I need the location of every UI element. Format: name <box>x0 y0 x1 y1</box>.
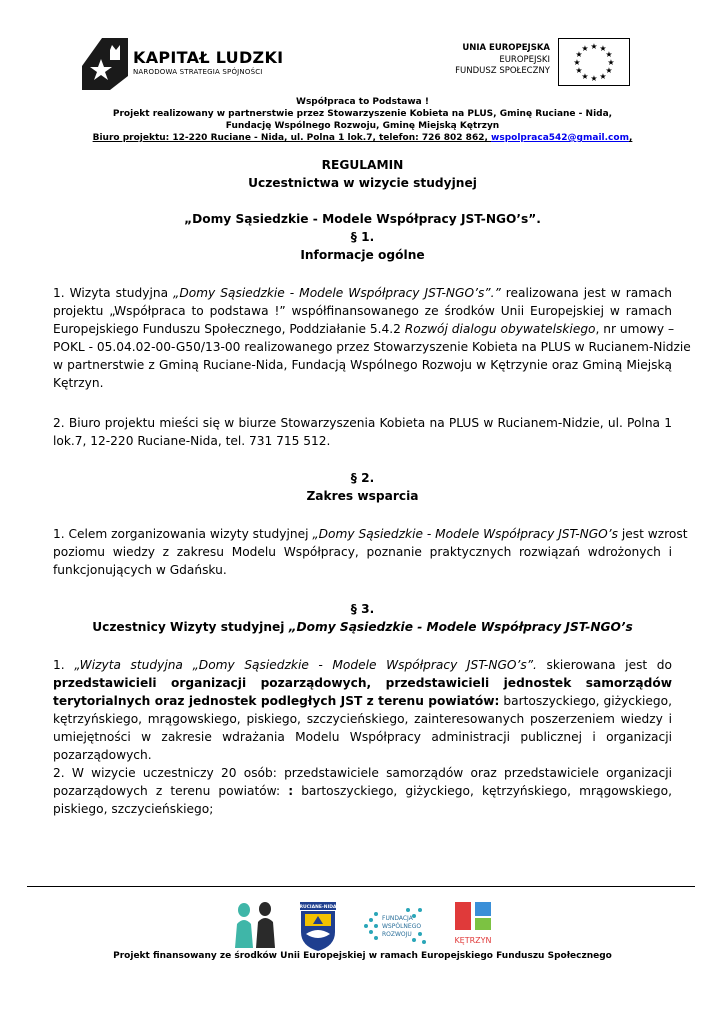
svg-text:★: ★ <box>581 44 589 53</box>
section-2-title: Zakres wsparcia <box>306 489 419 503</box>
women-silhouette-icon <box>229 902 283 948</box>
section-1-title: Informacje ogólne <box>300 248 425 262</box>
section-1-number: § 1. <box>350 230 375 244</box>
svg-text:★: ★ <box>575 66 583 75</box>
svg-text:★: ★ <box>599 44 607 53</box>
text-line: piskiego, szczycieńskiego; <box>53 802 214 816</box>
text-line: 2. Biuro projektu mieści się w biurze Stowarzyszenia Kobieta na PLUS w Rucianem-Nidzie, ul. Polna 1 <box>53 416 672 430</box>
doc-subtitle: Uczestnictwa w wizycie studyjnej <box>248 176 477 190</box>
text-line: Kętrzyn. <box>53 376 104 390</box>
text-line: POKL - 05.04.02-00-G50/13-00 realizowanego przez Stowarzyszenie Kobieta na PLUS w Rucianem-Nidzie <box>53 340 691 354</box>
text-line: w partnerstwie z Gminą Ruciane-Nida, Fundacją Wspólnego Rozwoju w Kętrzynie oraz Gminą Miejską <box>53 358 672 372</box>
text-line: umiejętności w zakresie wdrażania Modelu Współpracy administracji publicznej i organizacji <box>53 730 672 744</box>
text-line: 1. Celem zorganizowania wizyty studyjnej „Domy Sąsiedzkie - Modele Współpracy JST-NGO’s jest wzrost <box>53 527 688 541</box>
office-comma: , <box>628 133 633 143</box>
fundacja-wspolnego-rozwoju-logo <box>362 906 432 946</box>
svg-text:★: ★ <box>607 58 615 67</box>
kapital-ludzki-title: KAPITAŁ LUDZKI <box>133 48 284 67</box>
ketrzyn-logo <box>451 900 495 950</box>
kobieta-na-plus-logo <box>229 902 283 948</box>
svg-text:★: ★ <box>590 42 598 51</box>
fwr-line-1: FUNDACJA <box>382 915 413 922</box>
svg-text:★: ★ <box>599 72 607 81</box>
text-line: przedstawicieli organizacji pozarządowych, przedstawicieli jednostek samorządów <box>53 676 672 690</box>
section-3-number: § 3. <box>350 602 375 616</box>
text-line: pozarządowych z terenu powiatów: : bartoszyckiego, giżyckiego, kętrzyńskiego, mrągowskiego, <box>53 784 672 798</box>
text-line: kętrzyńskiego, mrągowskiego, piskiego, szczycieńskiego, zainteresowanych poszerzeniem wiedzy i <box>53 712 672 726</box>
eu-line-2: EUROPEJSKI <box>499 54 550 65</box>
project-partners-line-2: Fundację Wspólnego Rozwoju, Gminę Miejską Kętrzyn <box>225 121 500 131</box>
text-line: 2. W wizycie uczestniczy 20 osób: przedstawiciele samorządów oraz przedstawiciele organizacji <box>53 766 672 780</box>
text-line: lok.7, 12-220 Ruciane-Nida, tel. 731 715 512. <box>53 434 331 448</box>
ruciane-nida-crest <box>298 902 338 952</box>
section-2-paragraph <box>53 525 688 579</box>
text-line: Europejskiego Funduszu Społecznego, Poddziałanie 5.4.2 Rozwój dialogu obywatelskiego, nr umowy – <box>53 322 675 336</box>
project-partners-line: Projekt realizowany w partnerstwie przez Stowarzyszenie Kobieta na PLUS, Gminę Ruciane - Nida, <box>112 109 613 119</box>
dots-icon <box>362 906 432 946</box>
text-line: funkcjonujących w Gdańsku. <box>53 563 227 577</box>
section-1-paragraph-1 <box>53 284 691 392</box>
ketrzyn-label: KĘTRZYN <box>454 936 492 945</box>
text-line: poziomu wiedzy z zakresu Modelu Współpracy, poznanie praktycznych rozwiązań wdrożonych i <box>53 545 672 559</box>
footer-divider <box>27 886 695 887</box>
svg-text:★: ★ <box>590 74 598 83</box>
section-2-number: § 2. <box>350 471 375 485</box>
eu-fund-label <box>440 43 550 78</box>
svg-text:★: ★ <box>605 66 613 75</box>
text-line: 1. „Wizyta studyjna „Domy Sąsiedzkie - Modele Współpracy JST-NGO’s”. skierowana jest do <box>53 658 672 672</box>
kapital-ludzki-emblem-icon <box>80 36 130 90</box>
eu-line-1: UNIA EUROPEJSKA <box>462 43 550 53</box>
visit-name: „Domy Sąsiedzkie - Modele Współpracy JST-NGO’s”. <box>184 212 541 226</box>
text-line: terytorialnych oraz jednostek podległych JST z terenu powiatów: bartoszyckiego, giżyckiego, <box>53 694 672 708</box>
email-link[interactable]: wspolpraca542@gmail.com <box>491 133 629 143</box>
svg-text:★: ★ <box>573 58 581 67</box>
svg-text:★: ★ <box>581 72 589 81</box>
svg-text:★: ★ <box>605 50 613 59</box>
eu-line-3: FUNDUSZ SPOŁECZNY <box>455 66 550 76</box>
office-address: Biuro projektu: 12-220 Ruciane - Nida, ul. Polna 1 lok.7, telefon: 726 802 862, <box>92 133 492 143</box>
section-3-title: Uczestnicy Wizyty studyjnej „Domy Sąsiedzkie - Modele Współpracy JST-NGO’s <box>92 620 633 634</box>
section-3-paragraph <box>53 656 672 818</box>
section-1-paragraph-2 <box>53 414 672 450</box>
svg-text:★: ★ <box>575 50 583 59</box>
text-line: 1. Wizyta studyjna „Domy Sąsiedzkie - Modele Współpracy JST-NGO’s”.” realizowana jest w ramach <box>53 286 672 300</box>
kapital-ludzki-subtitle: NARODOWA STRATEGIA SPÓJNOŚCI <box>133 68 263 76</box>
footer-funding-note: Projekt finansowany ze środków Unii Europejskiej w ramach Europejskiego Funduszu Społecznego <box>113 951 612 961</box>
ruciane-nida-label: RUCIANE-NIDA <box>299 905 337 910</box>
fwr-line-3: ROZWOJU <box>382 931 412 938</box>
doc-title: REGULAMIN <box>321 158 404 172</box>
fwr-line-2: WSPÓLNEGO <box>382 923 422 930</box>
text-line: pozarządowych. <box>53 748 152 762</box>
project-name: Współpraca to Podstawa ! <box>296 97 429 107</box>
eu-flag-icon <box>558 38 630 86</box>
project-office-line <box>0 132 725 144</box>
text-line: projektu „Współpraca to podstawa !” współfinansowanego ze środków Unii Europejskiej w ramach <box>53 304 672 318</box>
